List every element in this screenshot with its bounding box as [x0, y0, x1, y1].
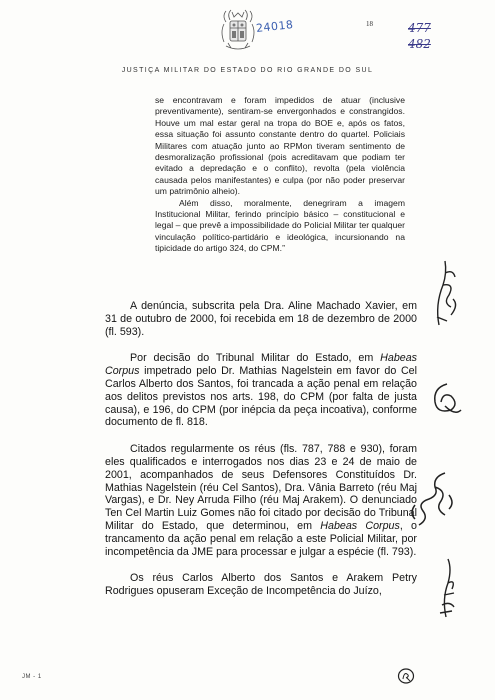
quoted-excerpt [155, 95, 405, 255]
margin-signature-1 [425, 255, 465, 330]
margin-signature-3 [430, 555, 464, 620]
form-code: JM - 1 [22, 674, 42, 680]
handwritten-initial-mark [396, 667, 416, 685]
state-coat-of-arms-icon [218, 8, 258, 54]
quote-paragraph-1: se encontravam e foram impedidos de atuar (inclusive preventivamente), sentiram-se envergonhados e constrangidos. Houve um mal estar geral na tropa do BOE e, após os fatos, essa situação foi assunto constante dentro do quartel. Policiais Militares com atuação junto ao RPMon tiveram sentimento de desmoralização profissional (pois acreditavam que podiam ter evitado a depredação e o conflito), revolta (pela violência causada pelos manifestantes) e culpa (por não poder preservar um patrimônio alheio). [155, 95, 405, 197]
paragraph-text: , o trancamento da ação penal em relação a este Policial Militar, por incompetência da JME para processar e julgar a espécie (fl. 793). [105, 519, 417, 558]
folio-mark-old: 477 [408, 21, 431, 35]
paragraph-text: Por decisão do Tribunal Militar do Estado, em [130, 352, 381, 365]
margin-signature-2 [405, 465, 460, 535]
corner-folio-marks [408, 20, 431, 52]
paragraph-habeas-corpus [105, 352, 417, 429]
paragraph-text: impetrado pelo Dr. Mathias Nagelstein em favor do Cel Carlos Alberto dos Santos, foi trancada a ação penal em relação aos delitos previstos nos arts. 198, do CPM (por falta de justa causa), e 196, do CPM (por inépcia da peça incoativa), conforme documento de fl. 818. [105, 365, 417, 429]
paragraph-citados [105, 443, 417, 558]
emphasis-text: Habeas Corpus [105, 352, 417, 378]
folio-mark-new: 482 [408, 37, 431, 51]
paragraph-text: Citados regularmente os réus (fls. 787, 788 e 930), foram eles qualificados e interrogados nos dias 23 e 24 de maio de 2001, acompanhados de seus Defensores Constituídos Dr. Mathias Nagelstein (réu Cel Santos), Dra. Vânia Barreto (réu Maj Vargas), e Dr. Ney Arruda Filho (réu Maj Arakem). O denunciado Ten Cel Martin Luiz Gomes não foi citado por decisão do Tribunal Militar do Estado, que determinou, em [105, 443, 417, 532]
emphasis-text: Habeas Corpus [320, 519, 400, 532]
paragraph-excecao: Os réus Carlos Alberto dos Santos e Arakem Petry Rodrigues opuseram Exceção de Incompetência do Juízo, [105, 572, 417, 598]
handwritten-stamp-number: 24018 [255, 18, 295, 35]
paragraph-denuncia: A denúncia, subscrita pela Dra. Aline Machado Xavier, em 31 de outubro de 2000, foi recebida em 18 de dezembro de 2000 (fl. 593). [105, 300, 417, 338]
quote-paragraph-2: Além disso, moralmente, denegriram a imagem Institucional Militar, ferindo princípio básico – constitucional e legal – que prevê a impossibilidade do Policial Militar ter qualquer vinculação político-partidário e ideológica, incursionando na tipicidade do artigo 324, do CPM.” [155, 197, 405, 254]
institution-header: JUSTIÇA MILITAR DO ESTADO DO RIO GRANDE DO SUL [121, 67, 374, 74]
page-number: 18 [366, 20, 373, 28]
document-body [105, 300, 417, 612]
margin-initials-1 [425, 380, 465, 420]
